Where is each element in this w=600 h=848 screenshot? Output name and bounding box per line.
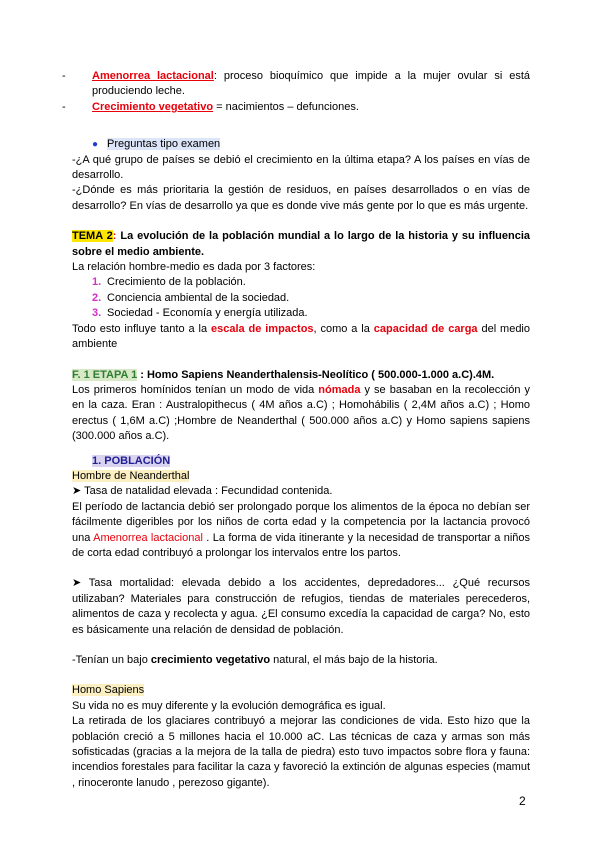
definition-crecimiento: = nacimientos – defunciones. xyxy=(213,100,359,113)
page-number: 2 xyxy=(519,794,526,808)
crecimiento-vegetativo-bold: crecimiento vegetativo xyxy=(150,654,271,666)
bajo-text: -Tenían un bajo xyxy=(72,654,151,666)
amenorrea-inline: Amenorrea lactacional xyxy=(93,531,203,544)
nomada-term: nómada xyxy=(318,383,361,396)
question-2: -¿Dónde es más prioritaria la gestión de residuos, en países desarrollados o en vías de desarrollo? En vías de desarrollo ya que es donde vive más gente por lo que es más urgente. xyxy=(72,184,530,212)
etapa-heading xyxy=(72,368,530,383)
crecimiento-bajo xyxy=(72,653,530,668)
neanderthal-subheading xyxy=(72,469,530,484)
factor-text: Conciencia ambiental de la sociedad. xyxy=(107,291,290,304)
dash-bullet: - xyxy=(62,100,66,113)
influye-text: del medio ambiente xyxy=(72,322,530,351)
factor-item xyxy=(72,275,530,290)
sapiens-line: Su vida no es muy diferente y la evolución demográfica es igual. xyxy=(72,699,386,712)
factor-number: 2. xyxy=(92,291,102,304)
term-separator: : xyxy=(213,70,217,82)
neanderthal-title: Hombre de Neanderthal xyxy=(72,469,190,482)
lactancia-paragraph xyxy=(72,500,530,562)
question-1: -¿A qué grupo de países se debió el crecimiento en la última etapa? A los países en vías de desarrollo. xyxy=(72,153,530,182)
escala-impactos: escala de impactos xyxy=(210,322,314,335)
sapiens-title: Homo Sapiens xyxy=(72,684,145,697)
factor-text: Sociedad - Economía y energía utilizada. xyxy=(107,307,308,320)
capacidad-carga: capacidad de carga xyxy=(373,322,478,335)
tema-title: La evolución de la población mundial a lo largo de la historia y su influencia sobre el medio ambiente. xyxy=(72,230,531,258)
page-content xyxy=(62,69,531,791)
poblacion-title: 1. POBLACIÓN xyxy=(92,454,171,467)
list-item-crecimiento xyxy=(62,100,530,115)
lactancia-text: El período de lactancia debió ser prolongado porque los alimentos de la época no debían ser fácilmente digeribles por los niños de corta edad y la competencia por la lactancia provocó una xyxy=(72,500,530,544)
influye-text: , como a la xyxy=(313,322,374,335)
term-amenorrea: Amenorrea lactacional xyxy=(92,70,214,82)
etapa-text: y se basaban en la recolección y en la caza. Eran : Australopithecus ( 4M años a.C) ; Homohábilis ( 2,4M años a.C) ; Homo erectus ( 1,6M a.C) ;Hombre de Neanderthal ( 500.000 años a.C) y Homo sapiens sapiens (300.000 años a.C). xyxy=(72,383,530,443)
lactancia-text: . La forma de vida itinerante y la necesidad de transportar a niños de corta edad contribuyó a prolongar los intervalos entre los partos. xyxy=(72,531,531,559)
factor-item xyxy=(72,291,530,306)
preguntas-title: Preguntas tipo examen xyxy=(107,138,221,151)
tema-intro: La relación hombre-medio es dada por 3 factores: xyxy=(72,261,316,274)
etapa-label: F. 1 ETAPA 1 xyxy=(72,368,138,381)
poblacion-heading xyxy=(72,454,530,469)
etapa-title: : Homo Sapiens Neanderthalensis-Neolítico ( 500.000-1.000 a.C).4M. xyxy=(137,368,495,381)
mortalidad-paragraph: ➤ Tasa mortalidad: elevada debido a los accidentes, depredadores... ¿Qué recursos utilizaban? Materiales para construcción de refugios, tiendas de materiales perecederos, alimentos de caza y recolecta y agua. ¿El consumo excedía la capacidad de carga? No, esto es básicamente una relación de densidad de población. xyxy=(72,577,530,636)
bajo-text: natural, el más bajo de la historia. xyxy=(270,654,438,666)
factor-text: Crecimiento de la población. xyxy=(107,276,246,289)
factor-item xyxy=(72,306,530,321)
preguntas-heading xyxy=(72,137,530,152)
tema-label: TEMA 2 xyxy=(72,230,113,243)
etapa-paragraph xyxy=(72,383,530,445)
bullet-dot-icon: ● xyxy=(92,139,99,151)
tema-heading xyxy=(72,229,530,260)
list-item-amenorrea xyxy=(62,69,531,100)
etapa-text: Los primeros homínidos tenían un modo de vida xyxy=(72,383,319,396)
term-crecimiento: Crecimiento vegetativo xyxy=(92,100,214,113)
definition-amenorrea: proceso bioquímico que impide a la mujer ovular si está produciendo leche. xyxy=(92,70,531,98)
sapiens-paragraph: La retirada de los glaciares contribuyó a mejorar las condiciones de vida. Esto hizo que la población creció a 5 millones hacia el 10.000 aC. Las técnicas de caza y armas son más sofisticadas (gracias a la mejora de la talla de piedra) esto tuvo impactos sobre flora y fauna: incendios forestales para facilitar la caza y favoreció la extinción de algunas especies (mamut , rinoceronte lanudo , perezoso gigante). xyxy=(72,715,530,789)
factor-number: 3. xyxy=(92,307,102,320)
tema-colon: : xyxy=(112,230,117,243)
influye-text: Todo esto influye tanto a la xyxy=(72,322,211,335)
influye-paragraph xyxy=(72,322,530,353)
dash-bullet: - xyxy=(62,70,66,82)
natalidad-line: ➤ Tasa de natalidad elevada : Fecundidad contenida. xyxy=(72,485,333,498)
sapiens-subheading xyxy=(72,683,530,698)
factor-number: 1. xyxy=(92,276,102,289)
